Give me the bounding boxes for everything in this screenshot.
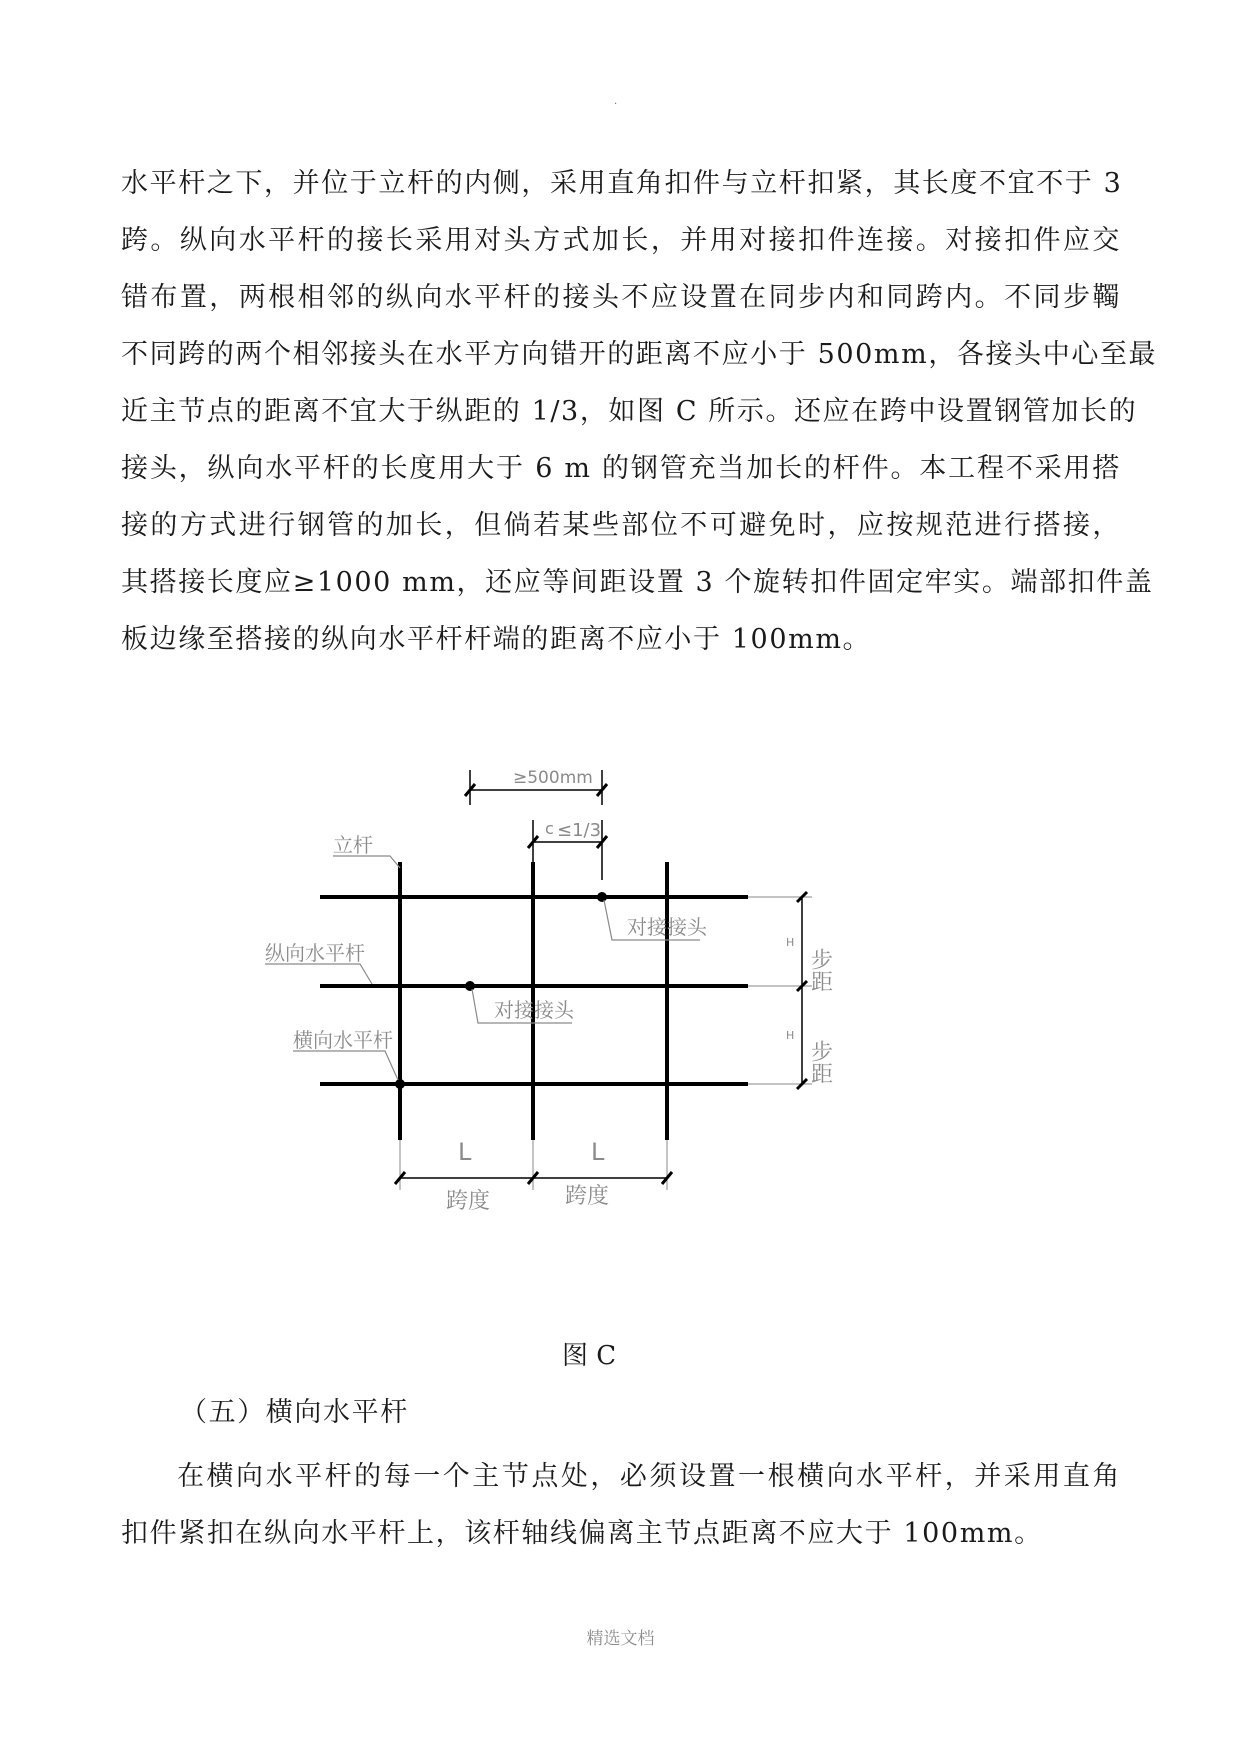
section-heading: （五）横向水平杆 <box>180 1397 409 1428</box>
label-span-2: 跨度 <box>565 1184 610 1209</box>
dim-c-prefix: c <box>545 819 554 838</box>
paragraph-line: 错布置，两根相邻的纵向水平杆的接头不应设置在同步内和同跨内。不同步䪅 <box>121 282 1121 313</box>
dim-h-1: H <box>786 936 795 949</box>
dim-500mm: ≥500mm <box>513 768 593 788</box>
body-paragraph-1 <box>121 155 1158 668</box>
leader-longitudinal <box>265 964 372 984</box>
leader-transverse <box>293 1051 398 1080</box>
paragraph-line: 在横向水平杆的每一个主节点处，必须设置一根横向水平杆，并采用直角 <box>177 1461 1121 1492</box>
paragraph-line: 跨。纵向水平杆的接长采用对头方式加长，并用对接扣件连接。对接扣件应交 <box>121 225 1121 256</box>
paragraph-line: 接的方式进行钢管的加长，但倘若某些部位不可避免时，应按规范进行搭接， <box>121 510 1121 541</box>
label-transverse-bar: 横向水平杆 <box>293 1028 393 1052</box>
label-span-1: 跨度 <box>446 1189 491 1214</box>
label-step-1: 步距 <box>807 948 833 992</box>
paragraph-line: 扣件紧扣在纵向水平杆上，该杆轴线偏离主节点距离不应大于 100mm。 <box>121 1518 1043 1549</box>
dim-l-2: L <box>591 1138 605 1166</box>
joint-dot-1 <box>597 892 607 902</box>
dim-h-2: H <box>786 1029 795 1042</box>
top-mark: . <box>614 96 618 107</box>
label-joint-1: 对接接头 <box>627 915 707 939</box>
paragraph-line: 水平杆之下，并位于立杆的内侧，采用直角扣件与立杆扣紧，其长度不宜不于 3 <box>121 168 1123 199</box>
paragraph-line: 板边缘至搭接的纵向水平杆杆端的距离不应小于 100mm。 <box>121 624 872 655</box>
paragraph-line: 不同跨的两个相邻接头在水平方向错开的距离不应小于 500mm，各接头中心至最 <box>121 339 1158 370</box>
dim-l-1: L <box>458 1138 472 1166</box>
paragraph-line: 接头，纵向水平杆的长度用大于 6 m 的钢管充当加长的杆件。本工程不采用搭 <box>121 453 1121 484</box>
leader-upright <box>333 856 400 868</box>
scaffold-diagram <box>250 755 850 1235</box>
paragraph-line: 其搭接长度应≥1000 mm，还应等间距设置 3 个旋转扣件固定牢实。端部扣件盖 <box>121 567 1154 598</box>
step-dimension <box>748 892 812 1089</box>
joint-dot-3 <box>395 1079 405 1089</box>
joint-dot-2 <box>465 981 475 991</box>
dim-one-third: ≤1/3 <box>557 820 602 841</box>
label-step-2: 步距 <box>807 1040 833 1084</box>
paragraph-line: 近主节点的距离不宜大于纵距的 1/3，如图 C 所示。还应在跨中设置钢管加长的 <box>121 396 1138 427</box>
body-paragraph-2 <box>121 1448 1121 1562</box>
page-footer: 精选文档 <box>586 1629 655 1649</box>
label-upright: 立杆 <box>333 833 373 857</box>
label-joint-2: 对接接头 <box>494 998 574 1022</box>
figure-caption: 图 C <box>562 1341 617 1371</box>
label-longitudinal-bar: 纵向水平杆 <box>265 941 365 965</box>
span-dimension <box>395 1140 672 1190</box>
